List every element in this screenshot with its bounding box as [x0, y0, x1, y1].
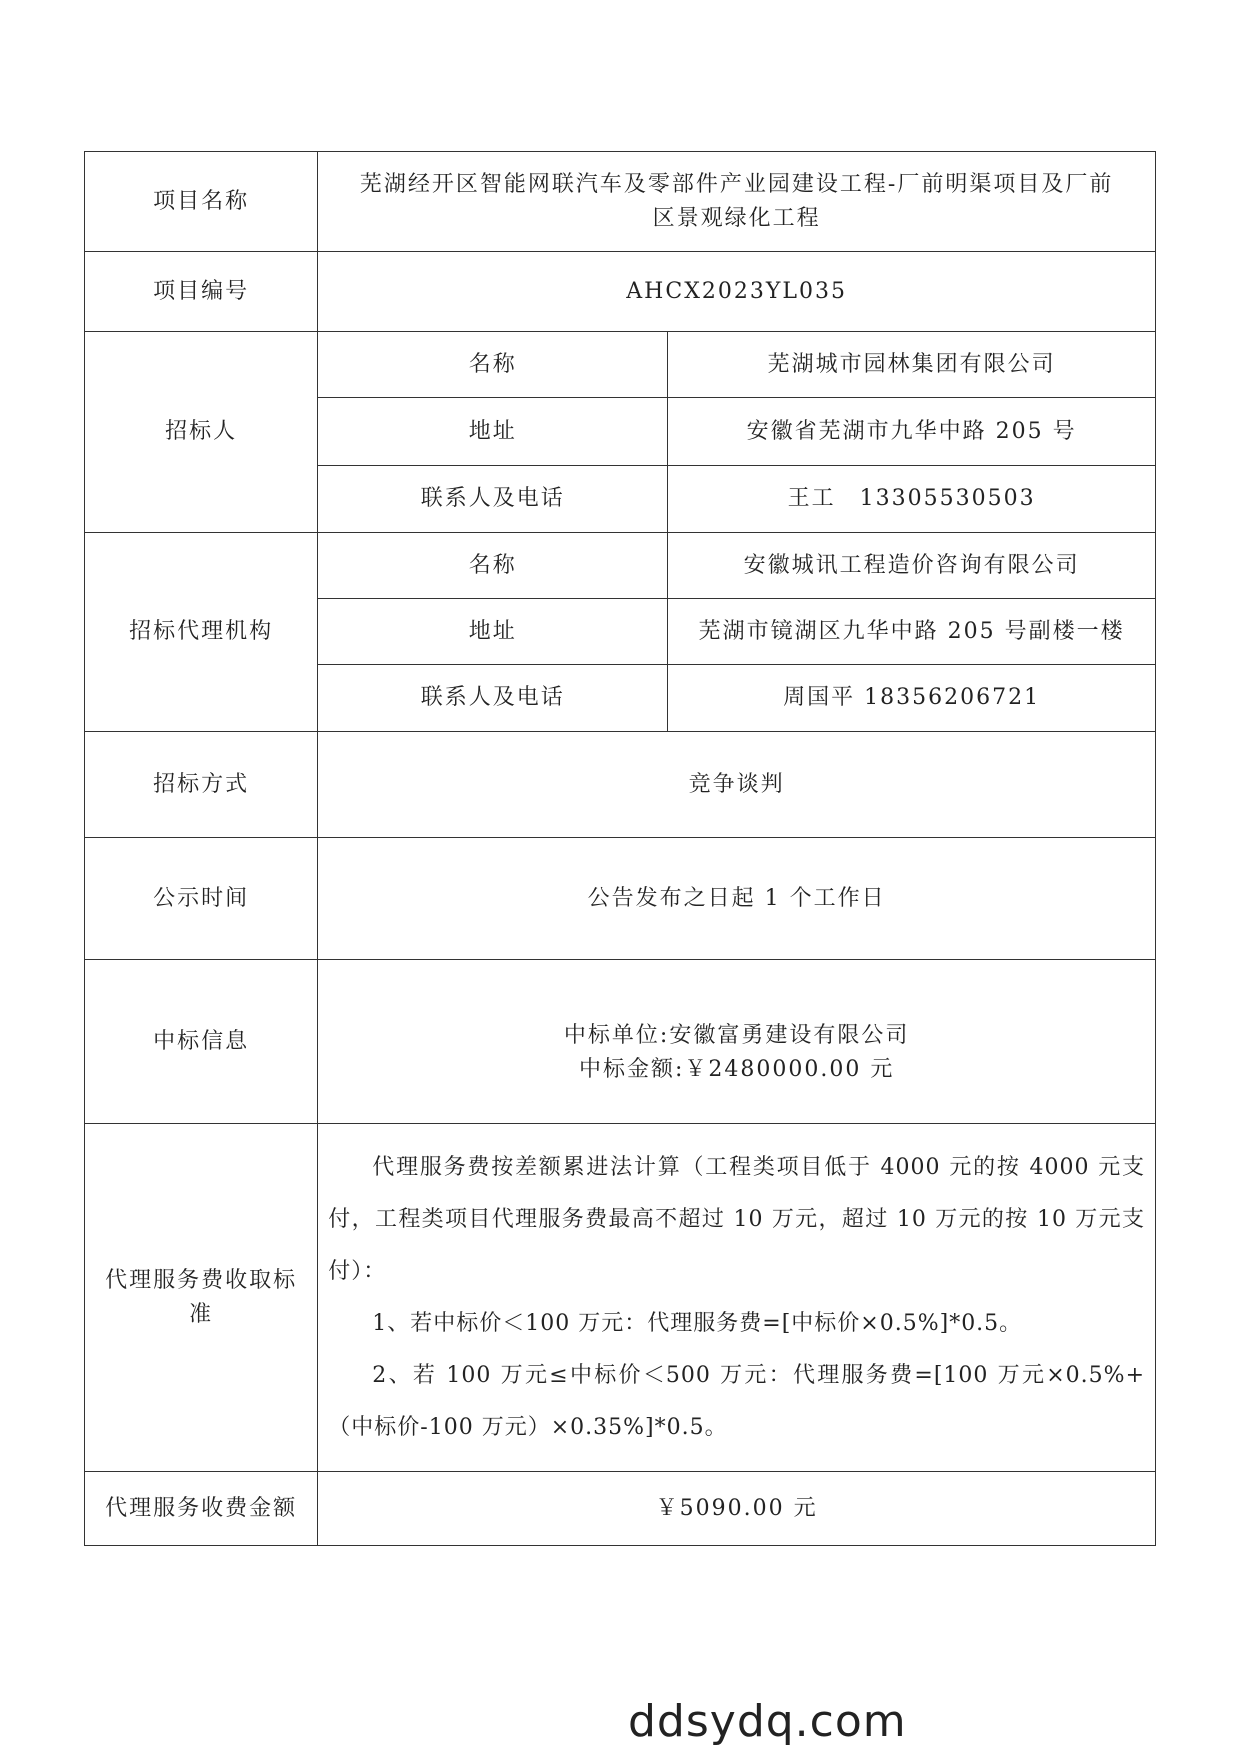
fee-standard-para3: 2、若 100 万元≤中标价＜500 万元：代理服务费=[100 万元×0.5%+（中标价-100 万元）×0.35%]*0.5。: [328, 1362, 1145, 1440]
project-name-line1: 芜湖经开区智能网联汽车及零部件产业园建设工程-厂前明渠项目及厂前: [359, 171, 1114, 197]
fee-standard-value: [318, 1124, 1156, 1472]
publicity-value: 公告发布之日起 1 个工作日: [318, 838, 1156, 960]
fee-standard-label: 代理服务费收取标准: [85, 1124, 318, 1472]
tenderer-label: 招标人: [85, 332, 318, 533]
method-value: 竞争谈判: [318, 732, 1156, 838]
notice-table: [84, 151, 1156, 1546]
method-label: 招标方式: [85, 732, 318, 838]
fee-standard-para1: 代理服务费按差额累进法计算（工程类项目低于 4000 元的按 4000 元支付，工程类项目代理服务费最高不超过 10 万元，超过 10 万元的按 10 万元支付）：: [328, 1154, 1145, 1284]
tenderer-name-value: 芜湖城市园林集团有限公司: [668, 332, 1156, 398]
agency-name-value: 安徽城讯工程造价咨询有限公司: [668, 533, 1156, 599]
fee-standard-para2: 1、若中标价＜100 万元：代理服务费=[中标价×0.5%]*0.5。: [372, 1310, 1023, 1336]
row-fee-amount: [85, 1472, 1156, 1546]
project-code-value: AHCX2023YL035: [318, 252, 1156, 332]
row-project-code: [85, 252, 1156, 332]
winner-value: [318, 960, 1156, 1124]
agency-label: 招标代理机构: [85, 533, 318, 732]
agency-contact-label: 联系人及电话: [318, 665, 668, 732]
winner-amount: 中标金额:￥2480000.00 元: [578, 1056, 895, 1082]
tenderer-name-label: 名称: [318, 332, 668, 398]
agency-address-value: 芜湖市镜湖区九华中路 205 号副楼一楼: [668, 599, 1156, 665]
row-publicity: [85, 838, 1156, 960]
agency-contact-value: 周国平 18356206721: [668, 665, 1156, 732]
project-code-label: 项目编号: [85, 252, 318, 332]
publicity-label: 公示时间: [85, 838, 318, 960]
winner-unit: 中标单位:安徽富勇建设有限公司: [563, 1022, 910, 1048]
row-method: [85, 732, 1156, 838]
agency-name-label: 名称: [318, 533, 668, 599]
tenderer-contact-value: 王工 13305530503: [668, 466, 1156, 533]
tenderer-address-label: 地址: [318, 398, 668, 466]
fee-amount-label: 代理服务收费金额: [85, 1472, 318, 1546]
winner-label: 中标信息: [85, 960, 318, 1124]
project-name-line2: 区景观绿化工程: [652, 205, 821, 231]
row-fee-standard: [85, 1124, 1156, 1472]
tenderer-address-value: 安徽省芜湖市九华中路 205 号: [668, 398, 1156, 466]
row-winner: [85, 960, 1156, 1124]
fee-amount-value: ￥5090.00 元: [318, 1472, 1156, 1546]
agency-address-label: 地址: [318, 599, 668, 665]
row-project-name: [85, 152, 1156, 252]
tenderer-contact-label: 联系人及电话: [318, 466, 668, 533]
row-agency-name: [85, 533, 1156, 599]
project-name-label: 项目名称: [85, 152, 318, 252]
project-name-value: [318, 152, 1156, 252]
row-tenderer-name: [85, 332, 1156, 398]
watermark-text: ddsydq.com: [628, 1696, 907, 1747]
